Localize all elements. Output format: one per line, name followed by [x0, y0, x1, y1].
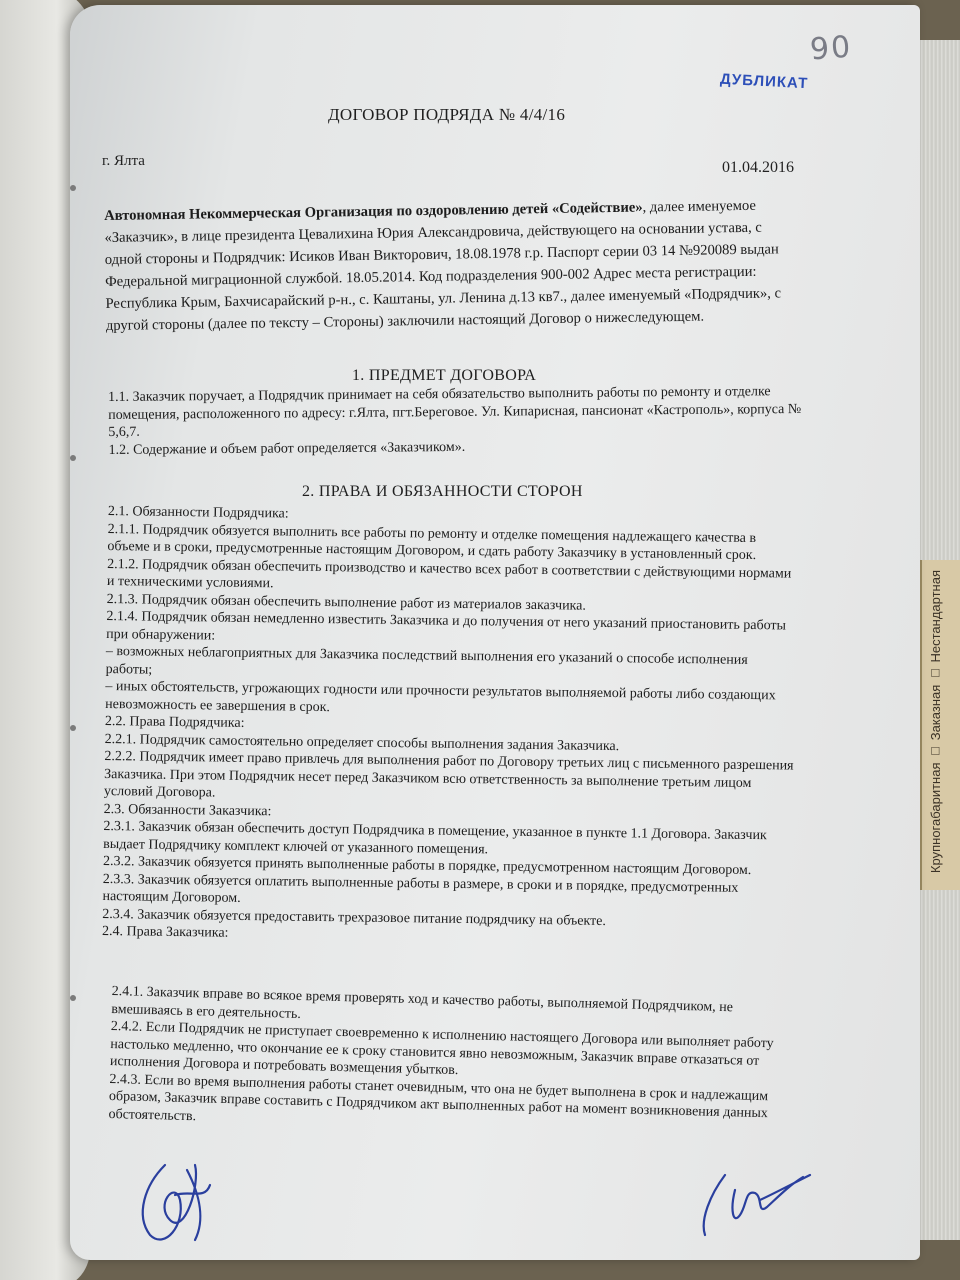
clause: 2.4.3. Если во время выполнения работы станет очевидным, что она не будет выполнена в срок и надлежащим образом, Заказчик вправе составить с Подрядчиком акт выполненных работ на момент возникновения данных обстоятельств.: [108, 1071, 769, 1124]
clause: 1.2. Содержание и объем работ определяется «Заказчиком».: [108, 439, 466, 458]
clause: – иных обстоятельств, угрожающих годности или прочности результатов выполняемой работы либо создающих невозможность ее завершения в срок.: [105, 678, 776, 715]
clause: 2.1.1. Подрядчик обязуется выполнить все работы по ремонту и отделке помещения надлежащего качества в объеме и в сроки, предусмотренные настоящим Договором, и сдать работу Заказчику в установленный срок.: [107, 521, 757, 564]
clause: 2.1.4. Подрядчик обязан немедленно известить Заказчика и до получения от него указаний приостановить работы при обнаружении:: [106, 608, 787, 644]
section-1-title: 1. ПРЕДМЕТ ДОГОВОРА: [352, 367, 537, 384]
clause: 2.2.1. Подрядчик самостоятельно определяет способы выполнения задания Заказчика.: [104, 731, 620, 754]
city: г. Ялта: [102, 153, 145, 169]
contractor-signature: [685, 1155, 825, 1245]
section-2-body-continued: [108, 983, 791, 1141]
binding-stitch: [70, 995, 76, 1001]
clause: 2.2.2. Подрядчик имеет право привлечь для выполнения работ по Договору третьих лиц с письменного разрешения Заказчика. При этом Подрядчик несет перед Заказчиком всю ответственность за выполнение третьим лицом условий Договора.: [103, 748, 794, 801]
clause: 2.1.3. Подрядчик обязан обеспечить выполнение работ из материалов заказчика.: [106, 591, 587, 614]
document-page: [70, 5, 920, 1260]
duplicate-stamp: ДУБЛИКАТ: [719, 70, 809, 93]
clause: 2.4. Права Заказчика:: [101, 923, 229, 941]
clause: 1.1. Заказчик поручает, а Подрядчик принимает на себя обязательство выполнить работы по ремонту и отделке помещения, расположенного по адресу: г.Ялта, пгт.Береговое. Ул. Кипарисная, пансионат «Кастрополь», корпуса № 5,6,7.: [108, 384, 802, 440]
clause: 2.4.2. Если Подрядчик не приступает своевременно к исполнению настоящего Договора или выполняет работу настолько медленно, что окончание ее к сроку становится явно невозможным, Заказчик вправе отказаться от исполнения Договора и потребовать возмещения убытков.: [109, 1018, 774, 1079]
binding-stitch: [70, 455, 76, 461]
customer-signature: [125, 1145, 235, 1255]
document-title: ДОГОВОР ПОДРЯДА № 4/4/16: [328, 105, 566, 124]
intro-text: , далее именуемое «Заказчик», в лице президента Цевалихина Юрия Александровича, действующего на основании устава, с одной стороны и Подрядчик: Исиков Иван Викторович, 18.08.1978 г.р. Паспорт серии 03 14 №920089 выдан Федеральной миграционной службой. 18.05.2014. Код подразделения 900-002 Адрес места регистрации: Республика Крым, Бахчисарайский р-н., с. Каштаны, ул. Ленина д.13 кв7., далее именуемый «Подрядчик», с другой стороны (далее по тексту – Стороны) заключили настоящий Договор о нижеследующем.: [104, 197, 782, 334]
organization-name: Автономная Некоммерческая Организация по оздоровлению детей «Содействие»: [104, 199, 643, 224]
box-label-text: Крупногабаритная □ Заказная □ Нестандартная: [928, 570, 943, 874]
clause: 2.3.3. Заказчик обязуется оплатить выполненные работы в размере, в сроки и в порядке, предусмотренных настоящим Договором.: [102, 871, 739, 906]
clause: 2.3.4. Заказчик обязуется предоставить трехразовое питание подрядчику на объекте.: [102, 906, 607, 929]
clause: 2.4.1. Заказчик вправе во всякое время проверять ход и качество работы, выполняемой Подрядчиком, не вмешиваясь в его деятельность.: [111, 983, 734, 1022]
clause: 2.2. Права Подрядчика:: [104, 713, 245, 731]
clause: – возможных неблагоприятных для Заказчика последствий выполнения его указаний о способе исполнения работы;: [105, 643, 748, 678]
clause: 2.3.2. Заказчик обязуется принять выполненные работы в порядке, предусмотренном настоящим Договором.: [102, 853, 752, 879]
clause: 2.1.2. Подрядчик обязан обеспечить производство и качество всех работ в соответствии с действующими нормами и техническими условиями.: [106, 556, 792, 592]
handwritten-page-number: 90: [808, 29, 854, 68]
section-2-body: [102, 503, 798, 950]
parcel-box-label: [920, 560, 960, 890]
binding-stitch: [70, 185, 76, 191]
document-date: 01.04.2016: [722, 159, 794, 176]
intro-paragraph: [104, 194, 796, 337]
clause: 2.1. Обязанности Подрядчика:: [107, 503, 289, 522]
binding-stitch: [70, 725, 76, 731]
clause: 2.3.1. Заказчик обязан обеспечить доступ Подрядчика в помещение, указанное в пункте 1.1 Договора. Заказчик выдает Подрядчику комплект ключей от указанного помещения.: [103, 818, 767, 857]
section-2-title: 2. ПРАВА И ОБЯЗАННОСТИ СТОРОН: [302, 483, 583, 500]
section-1-body: [108, 383, 809, 459]
clause: 2.3. Обязанности Заказчика:: [103, 801, 272, 819]
